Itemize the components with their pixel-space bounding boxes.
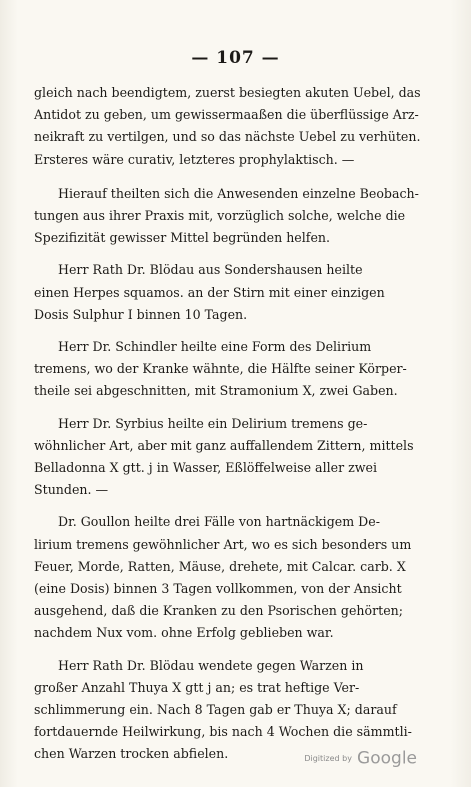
paragraph-5 [34,413,444,502]
paragraph-2 [34,183,444,250]
text-line: Spezifizität gewisser Mittel begründen helfen. [34,230,331,246]
text-line: wöhnlicher Art, aber mit ganz auffallendem Zittern, mittels [34,437,414,453]
text-line: Herr Rath Dr. Blödau aus Sondershausen heilte [58,262,363,278]
text-line: Herr Rath Dr. Blödau wendete gegen Warzen in [58,657,364,673]
text-line: chen Warzen trocken abfielen. [34,746,229,762]
digitized-watermark [304,748,417,769]
text-line: theile sei abgeschnitten, mit Stramonium X, zwei Gaben. [34,383,398,399]
text-line: einen Herpes squamos. an der Stirn mit einer einzigen [34,284,385,300]
text-line: Dosis Sulphur I binnen 10 Tagen. [34,306,248,322]
text-line: nachdem Nux vom. ohne Erfolg geblieben war. [34,625,334,641]
text-line: gleich nach beendigtem, zuerst besiegten akuten Uebel, das [34,85,421,100]
digitized-by-text: Digitized by [304,754,352,763]
text-line: Hierauf theilten sich die Anwesenden einzelne Beobach- [58,185,419,201]
paragraph-4 [34,336,444,403]
text-line: Ersteres wäre curativ, letzteres prophylaktisch. — [34,151,355,167]
text-line: großer Anzahl Thuya X gtt j an; es trat heftige Ver- [34,679,360,695]
text-line: Antidot zu geben, um gewissermaaßen die überflüssige Arz- [34,107,419,123]
paragraph-6 [34,511,444,644]
text-line: neikraft zu vertilgen, und so das nächste Uebel zu verhüten. [34,129,421,145]
text-line: schlimmerung ein. Nach 8 Tagen gab er Thuya X; darauf [34,702,397,718]
google-logo: Google [357,748,417,769]
text-line: Herr Dr. Syrbius heilte ein Delirium tremens ge- [58,415,368,431]
paragraph-3 [34,259,444,326]
text-line: (eine Dosis) binnen 3 Tagen vollkommen, von der Ansicht [34,581,402,597]
text-line: Stunden. — [34,482,109,498]
text-line: Dr. Goullon heilte drei Fälle von hartnäckigem De- [58,514,380,530]
text-line: ausgehend, daß die Kranken zu den Psorischen gehörten; [34,603,404,619]
text-line: lirium tremens gewöhnlicher Art, wo es sich besonders um [34,536,412,552]
text-line: tungen aus ihrer Praxis mit, vorzüglich solche, welche die [34,208,406,224]
body-text [34,82,444,776]
paragraph-1 [34,82,444,171]
page-number-header: — 107 — [191,48,280,68]
text-line: fortdauernde Heilwirkung, bis nach 4 Wochen die sämmtli- [34,724,412,740]
text-line: Herr Dr. Schindler heilte eine Form des Delirium [58,339,372,355]
text-line: Feuer, Morde, Ratten, Mäuse, drehete, mit Calcar. carb. X [34,558,406,574]
text-line: tremens, wo der Kranke wähnte, die Hälfte seiner Körper- [34,361,407,377]
text-line: Belladonna X gtt. j in Wasser, Eßlöffelweise aller zwei [34,460,377,476]
